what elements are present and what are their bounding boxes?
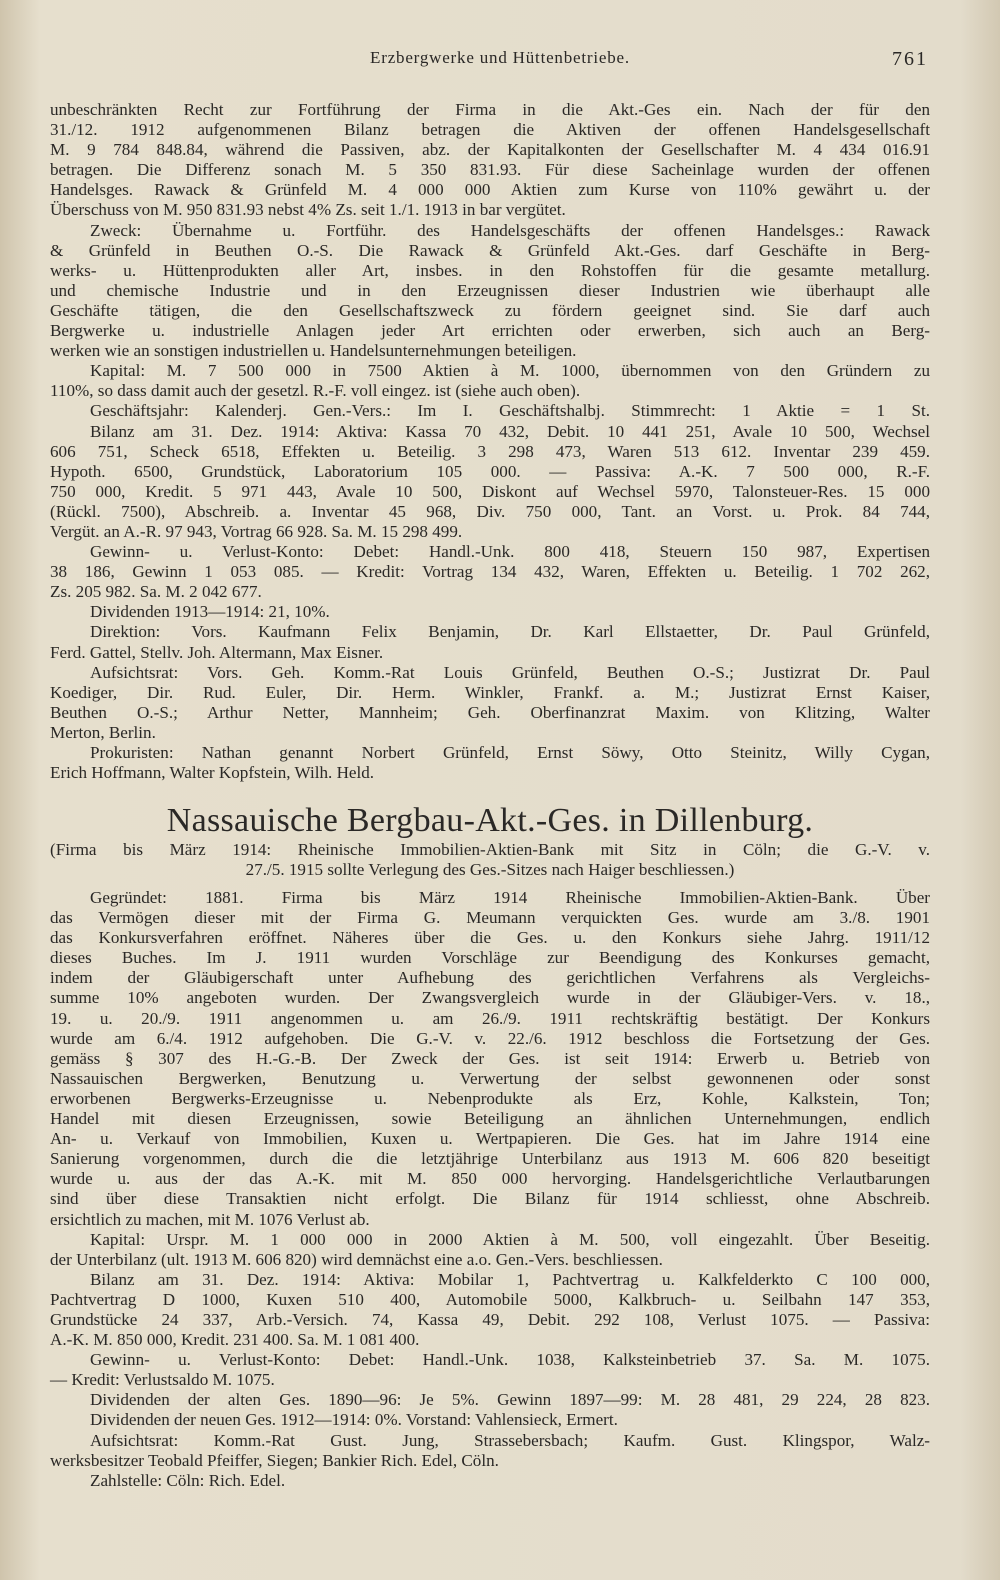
text-line: 38 186, Gewinn 1 053 085. — Kredit: Vortrag 134 432, Waren, Effekten u. Beteilig. 1 702 262, [50, 562, 930, 582]
text-line: 19. u. 20./9. 1911 angenommen u. am 26./9. 1911 rechtskräftig bestätigt. Der Konkurs [50, 1008, 930, 1028]
text-line: 31./12. 1912 aufgenommenen Bilanz betragen die Aktiven der offenen Handelsgesellschaft [50, 120, 930, 140]
text-line: Kapital: M. 7 500 000 in 7500 Aktien à M. 1000, übernommen von den Gründern zu [90, 361, 930, 381]
text-line: 750 000, Kredit. 5 971 443, Avale 10 500, Diskont auf Wechsel 5970, Talonsteuer-Res. 15 000 [50, 481, 930, 501]
text-line: & Grünfeld in Beuthen O.-S. Die Rawack & Grünfeld Akt.-Ges. darf Geschäfte in Berg- [50, 240, 930, 260]
section-nassauische-bergbau [50, 888, 930, 1491]
text-line: Bilanz am 31. Dez. 1914: Aktiva: Mobilar 1, Pachtvertrag u. Kalkfelderkto C 100 000, [90, 1269, 930, 1289]
text-line: — Kredit: Verlustsaldo M. 1075. [50, 1370, 275, 1390]
text-line: 606 751, Scheck 6518, Effekten u. Beteilig. 3 298 473, Waren 513 612. Inventar 239 459. [50, 441, 930, 461]
text-line: gemäss § 307 des H.-G.-B. Der Zweck der Ges. ist seit 1914: Erwerb u. Betrieb von [50, 1048, 930, 1068]
text-line: Zahlstelle: Cöln: Rich. Edel. [90, 1470, 286, 1490]
text-line: (Firma bis März 1914: Rheinische Immobilien-Aktien-Bank mit Sitz in Cöln; die G.-V. v. [50, 840, 930, 859]
text-line: das Vermögen dieser mit der Firma G. Meumann verquickten Ges. wurde am 3./8. 1901 [50, 908, 930, 928]
text-line: ersichtlich zu machen, mit M. 1076 Verlust ab. [50, 1209, 370, 1229]
text-line: Pachtvertrag D 1000, Kuxen 510 400, Automobile 5000, Kalkbruch- u. Seilbahn 147 353, [50, 1289, 930, 1309]
text-line: Geschäfte tätigen, die den Gesellschaftszweck zu fördern geeignet sind. Sie darf auch [50, 300, 930, 320]
text-line: An- u. Verkauf von Immobilien, Kuxen u. Wertpapieren. Die Ges. hat im Jahre 1914 eine [50, 1129, 930, 1149]
text-line: werksbesitzer Teobald Pfeiffer, Siegen; Bankier Rich. Edel, Cöln. [50, 1450, 499, 1470]
text-line: Gegründet: 1881. Firma bis März 1914 Rheinische Immobilien-Aktien-Bank. Über [90, 888, 930, 907]
text-line: Kapital: Urspr. M. 1 000 000 in 2000 Aktien à M. 500, voll eingezahlt. Über Beseitig. [90, 1229, 930, 1249]
text-line: indem der Gläubigerschaft unter Aufhebung des gerichtlichen Verfahrens als Vergleichs- [50, 968, 930, 988]
text-line: Merton, Berlin. [50, 722, 156, 742]
text-line: Überschuss von M. 950 831.93 nebst 4% Zs. seit 1./1. 1913 in bar vergütet. [50, 200, 566, 220]
text-line: Aufsichtsrat: Komm.-Rat Gust. Jung, Strassebersbach; Kaufm. Gust. Klingspor, Walz- [90, 1430, 930, 1450]
text-line: Ferd. Gattel, Stellv. Joh. Altermann, Max Eisner. [50, 642, 384, 662]
text-line: dieses Buches. Im J. 1911 wurden Vorschläge zur Beendigung des Konkurses gemacht, [50, 948, 930, 968]
text-line: Prokuristen: Nathan genannt Norbert Grünfeld, Ernst Söwy, Otto Steinitz, Willy Cygan, [90, 743, 930, 762]
text-line: A.-K. M. 850 000, Kredit. 231 400. Sa. M. 1 081 400. [50, 1330, 420, 1350]
text-line: 27./5. 1915 sollte Verlegung des Ges.-Sitzes nach Haiger beschliessen.) [245, 860, 735, 880]
text-line: Aufsichtsrat: Vors. Geh. Komm.-Rat Louis Grünfeld, Beuthen O.-S.; Justizrat Dr. Paul [90, 662, 930, 682]
former-firm-note [50, 840, 930, 880]
text-line: Koediger, Dir. Rud. Euler, Dir. Herm. Winkler, Frankf. a. M.; Justizrat Ernst Kaiser, [50, 682, 930, 702]
text-line: Zs. 205 982. Sa. M. 2 042 677. [50, 582, 262, 602]
text-line: Erich Hoffmann, Walter Kopfstein, Wilh. Held. [50, 763, 375, 783]
text-line: M. 9 784 848.84, während die Passiven, abz. der Kapitalkonten der Gesellschafter M. 4 434 016.91 [50, 140, 930, 160]
text-line: Bergwerke u. industrielle Anlagen jeder Art errichten oder erwerben, sich auch an Berg- [50, 321, 930, 341]
section-rawack-gruenfeld [50, 100, 930, 783]
text-line: Gewinn- u. Verlust-Konto: Debet: Handl.-Unk. 800 418, Steuern 150 987, Expertisen [90, 542, 930, 562]
page-number: 761 [892, 48, 928, 70]
text-line: werken wie an sonstigen industriellen u. Handelsunternehmungen beteiligen. [50, 341, 577, 361]
text-line: Grundstücke 24 337, Arb.-Versich. 74, Kassa 49, Debit. 292 108, Verlust 1075. — Passiva: [50, 1309, 930, 1329]
text-line: Dividenden der alten Ges. 1890—96: Je 5%. Gewinn 1897—99: M. 28 481, 29 224, 28 823. [90, 1390, 930, 1410]
text-line: und chemische Industrie und in den Erzeugnissen dieser Industrien wie überhaupt alle [50, 280, 930, 300]
text-line: wurde am 6./4. 1912 aufgehoben. Die G.-V. v. 22./6. 1912 beschloss die Fortsetzung der Ges. [50, 1028, 930, 1048]
text-line: Handelsges. Rawack & Grünfeld M. 4 000 000 Aktien zum Kurse von 110% gewährt u. der [50, 180, 930, 200]
text-line: der Unterbilanz (ult. 1913 M. 606 820) wird demnächst eine a.o. Gen.-Vers. beschliessen. [50, 1249, 663, 1269]
text-line: Direktion: Vors. Kaufmann Felix Benjamin, Dr. Karl Ellstaetter, Dr. Paul Grünfeld, [90, 622, 930, 642]
text-line: Zweck: Übernahme u. Fortführ. des Handelsgeschäfts der offenen Handelsges.: Rawack [90, 220, 930, 240]
text-line: (Rückl. 7500), Abschreib. a. Inventar 45 968, Div. 750 000, Tant. an Vorst. u. Prok. 84 744, [50, 501, 930, 521]
text-line: werks- u. Hüttenprodukten aller Art, insbes. in den Rohstoffen für die gesamte metallurg. [50, 260, 930, 280]
text-line: Vergüt. an A.-R. 97 943, Vortrag 66 928. Sa. M. 15 298 499. [50, 521, 463, 541]
text-line: betragen. Die Differenz sonach M. 5 350 831.93. Für diese Sacheinlage wurden der offenen [50, 160, 930, 180]
text-line: Nassauischen Bergwerken, Benutzung u. Verwertung der selbst gewonnenen oder sonst [50, 1068, 930, 1088]
text-line: Gewinn- u. Verlust-Konto: Debet: Handl.-Unk. 1038, Kalksteinbetrieb 37. Sa. M. 1075. [90, 1350, 930, 1370]
text-line: sind über diese Transaktien nicht erfolgt. Die Bilanz für 1914 schliesst, ohne Abschreib. [50, 1189, 930, 1209]
text-line: Beuthen O.-S.; Arthur Netter, Mannheim; Geh. Oberfinanzrat Maxim. von Klitzing, Walter [50, 702, 930, 722]
header-title: Erzbergwerke und Hüttenbetriebe. [370, 48, 630, 67]
text-line: Sanierung vorgenommen, durch die die letztjährige Unterbilanz aus 1913 M. 606 820 beseitigt [50, 1149, 930, 1169]
text-line: wurde u. aus der das A.-K. mit M. 850 000 hervorging. Handelsgerichtliche Verlautbarungen [50, 1169, 930, 1189]
text-line: Dividenden 1913—1914: 21, 10%. [90, 602, 330, 622]
text-line: Handel mit diesen Erzeugnissen, sowie Beteiligung an ähnlichen Unternehmungen, endlich [50, 1109, 930, 1129]
text-line: Bilanz am 31. Dez. 1914: Aktiva: Kassa 70 432, Debit. 10 441 251, Avale 10 500, Wechsel [90, 421, 930, 441]
text-line: unbeschränkten Recht zur Fortführung der Firma in die Akt.-Ges ein. Nach der für den [50, 100, 930, 119]
company-heading: Nassauische Bergbau-Akt.-Ges. in Dillenburg. [166, 802, 814, 839]
text-line: 110%, so dass damit auch der gesetzl. R.-F. voll eingez. ist (siehe auch oben). [50, 381, 581, 401]
text-line: Hypoth. 6500, Grundstück, Laboratorium 105 000. — Passiva: A.-K. 7 500 000, R.-F. [50, 461, 930, 481]
running-header [0, 48, 1000, 74]
text-line: Dividenden der neuen Ges. 1912—1914: 0%. Vorstand: Vahlensieck, Ermert. [90, 1410, 618, 1430]
text-line: das Konkursverfahren eröffnet. Näheres über die Ges. u. den Konkurs siehe Jahrg. 1911/12 [50, 928, 930, 948]
text-line: Geschäftsjahr: Kalenderj. Gen.-Vers.: Im I. Geschäftshalbj. Stimmrecht: 1 Aktie = 1 St. [90, 401, 930, 421]
text-line: erworbenen Bergwerks-Erzeugnisse u. Nebenprodukte als Erz, Kohle, Kalkstein, Ton; [50, 1088, 930, 1108]
text-line: summe 10% angeboten wurden. Der Zwangsvergleich wurde in der Gläubiger-Vers. v. 18., [50, 988, 930, 1008]
